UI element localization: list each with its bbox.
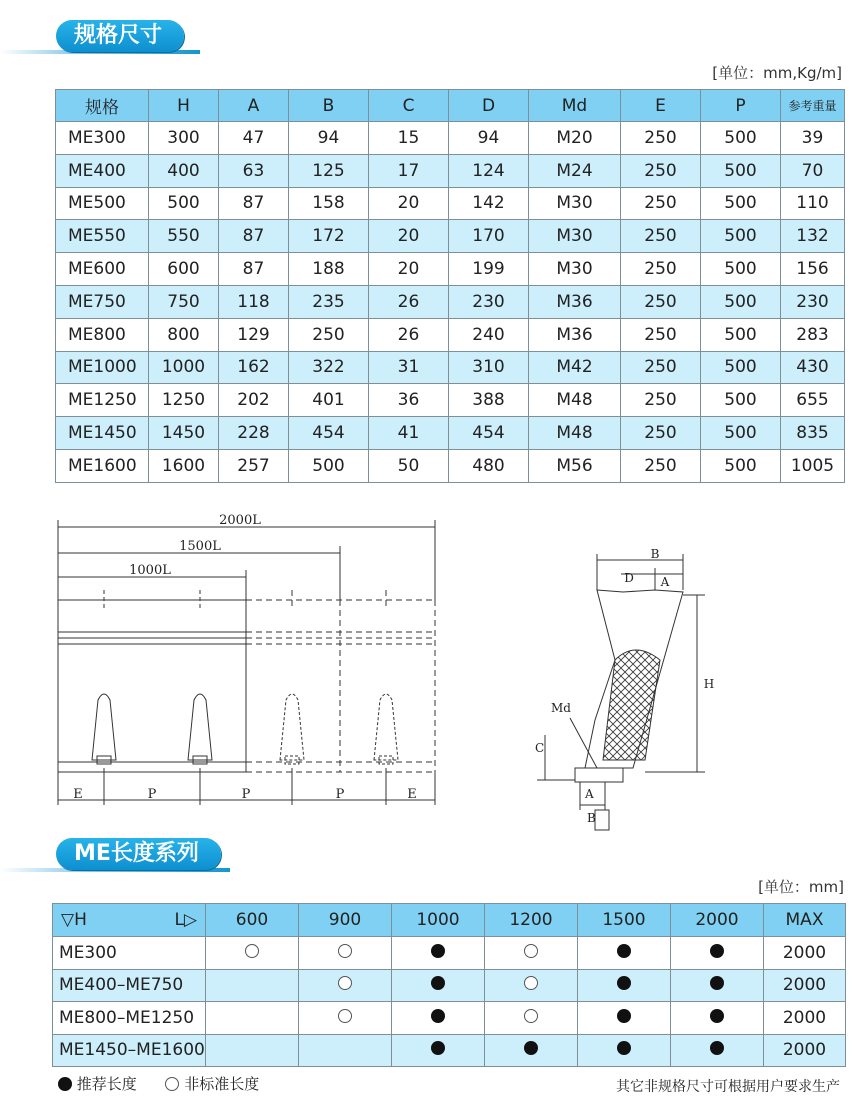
corner-left: ▽H: [61, 910, 87, 930]
table-cell: 500: [701, 253, 781, 286]
table-cell: 17: [369, 154, 449, 187]
table-row: [56, 449, 845, 482]
table-cell: M20: [529, 122, 621, 155]
table-cell: 500: [701, 285, 781, 318]
table-cell: 20: [369, 187, 449, 220]
table-cell: ME300: [56, 122, 149, 155]
table-cell: 15: [369, 122, 449, 155]
table-cell: 454: [449, 417, 529, 450]
table-row: [56, 122, 845, 155]
side-dim-md: Md: [551, 701, 571, 715]
table-cell: ME550: [56, 220, 149, 253]
table-cell: 124: [449, 154, 529, 187]
table-cell: 500: [701, 318, 781, 351]
length-row-name: ME1450–ME1600: [53, 1034, 206, 1067]
table-cell: 26: [369, 285, 449, 318]
table-cell: 36: [369, 384, 449, 417]
table-cell: ME600: [56, 253, 149, 286]
length-max: 2000: [764, 1034, 846, 1067]
table-cell: 250: [621, 318, 701, 351]
length-row-name: ME800–ME1250: [53, 1002, 206, 1035]
section-title: 规格尺寸: [56, 20, 184, 52]
table-cell: 230: [781, 285, 845, 318]
recommended-dot-icon: [710, 1009, 724, 1023]
table-cell: 388: [449, 384, 529, 417]
table-cell: 835: [781, 417, 845, 450]
recommended-dot-icon: [617, 1009, 631, 1023]
recommended-dot-icon: [710, 1041, 724, 1055]
table-row: [56, 318, 845, 351]
side-dim-d: D: [624, 571, 634, 585]
length-header-5: 2000: [671, 904, 764, 937]
corner-right: L▷: [174, 910, 197, 930]
table-cell: 500: [701, 154, 781, 187]
table-cell: ME800: [56, 318, 149, 351]
length-cell: [299, 1034, 392, 1067]
length-cell: [671, 1002, 764, 1035]
table-cell: 500: [701, 351, 781, 384]
length-cell: [392, 1034, 485, 1067]
table-cell: 39: [781, 122, 845, 155]
table-cell: 172: [289, 220, 369, 253]
recommended-dot-icon: [431, 944, 445, 958]
length-cell: [578, 1034, 671, 1067]
table-cell: 129: [219, 318, 289, 351]
length-cell: [578, 969, 671, 1002]
length-cell: [578, 937, 671, 970]
table-cell: 132: [781, 220, 845, 253]
table-cell: 31: [369, 351, 449, 384]
table-cell: 257: [219, 449, 289, 482]
table-row: [56, 187, 845, 220]
table-cell: 118: [219, 285, 289, 318]
table-cell: 250: [289, 318, 369, 351]
table-cell: M30: [529, 220, 621, 253]
table-cell: ME1600: [56, 449, 149, 482]
length-cell: [485, 1034, 578, 1067]
table-cell: 235: [289, 285, 369, 318]
table-cell: 1450: [149, 417, 219, 450]
dim-2000: 2000L: [219, 513, 261, 528]
length-header-1: 900: [299, 904, 392, 937]
table-cell: 199: [449, 253, 529, 286]
table-cell: 87: [219, 253, 289, 286]
table-cell: 230: [449, 285, 529, 318]
spec-header-0: 规格: [56, 90, 149, 122]
recommended-dot-icon: [431, 976, 445, 990]
length-cell: [299, 1002, 392, 1035]
table-cell: 1000: [149, 351, 219, 384]
section-header-length: [0, 838, 230, 872]
length-row-name: ME300: [53, 937, 206, 970]
table-cell: 110: [781, 187, 845, 220]
length-cell: [206, 1034, 299, 1067]
table-cell: 158: [289, 187, 369, 220]
length-cell: [206, 1002, 299, 1035]
length-cell: [485, 937, 578, 970]
table-cell: ME1450: [56, 417, 149, 450]
table-cell: 550: [149, 220, 219, 253]
recommended-dot-icon: [524, 1041, 538, 1055]
table-cell: 500: [701, 384, 781, 417]
table-cell: 87: [219, 187, 289, 220]
unit-label-2: [单位：mm]: [758, 878, 844, 896]
length-header-6: MAX: [764, 904, 846, 937]
recommended-dot-icon: [617, 1041, 631, 1055]
length-cell: [671, 937, 764, 970]
table-cell: 480: [449, 449, 529, 482]
recommended-dot-icon: [617, 976, 631, 990]
nonstandard-dot-icon: [524, 976, 538, 990]
legend: [58, 1073, 259, 1094]
table-row: [56, 351, 845, 384]
length-header-3: 1200: [485, 904, 578, 937]
recommended-dot-icon: [431, 1041, 445, 1055]
table-cell: 50: [369, 449, 449, 482]
table-row: [56, 253, 845, 286]
spec-header-1: H: [149, 90, 219, 122]
table-cell: 250: [621, 220, 701, 253]
length-row: [53, 1034, 846, 1067]
table-cell: ME750: [56, 285, 149, 318]
table-cell: 250: [621, 187, 701, 220]
table-cell: M36: [529, 285, 621, 318]
length-max: 2000: [764, 969, 846, 1002]
table-cell: 188: [289, 253, 369, 286]
table-cell: 41: [369, 417, 449, 450]
side-dim-b: B: [650, 547, 660, 561]
length-cell: [671, 1034, 764, 1067]
side-dim-b2: B: [587, 811, 596, 825]
table-cell: 655: [781, 384, 845, 417]
length-row: [53, 969, 846, 1002]
table-cell: M48: [529, 417, 621, 450]
table-cell: 500: [701, 187, 781, 220]
table-cell: 26: [369, 318, 449, 351]
legend-filled-label: 推荐长度: [76, 1075, 137, 1093]
table-cell: 500: [701, 417, 781, 450]
length-cell: [299, 969, 392, 1002]
length-cell: [485, 969, 578, 1002]
legend-hollow-dot: [165, 1077, 179, 1091]
table-cell: M56: [529, 449, 621, 482]
table-cell: 162: [219, 351, 289, 384]
table-cell: 1005: [781, 449, 845, 482]
length-table: [52, 903, 846, 1067]
table-cell: 170: [449, 220, 529, 253]
table-cell: 800: [149, 318, 219, 351]
table-cell: 322: [289, 351, 369, 384]
table-cell: 87: [219, 220, 289, 253]
unit-label: [单位：mm,Kg/m]: [712, 64, 842, 82]
dim-p-1: P: [147, 787, 157, 802]
spec-header-6: Md: [529, 90, 621, 122]
length-cell: [671, 969, 764, 1002]
front-view-drawing: [40, 510, 450, 815]
length-header-4: 1500: [578, 904, 671, 937]
nonstandard-dot-icon: [524, 1009, 538, 1023]
table-cell: 20: [369, 253, 449, 286]
recommended-dot-icon: [710, 976, 724, 990]
table-cell: 500: [289, 449, 369, 482]
table-cell: 142: [449, 187, 529, 220]
table-cell: 283: [781, 318, 845, 351]
dim-e-left: E: [73, 787, 83, 802]
length-cell: [578, 1002, 671, 1035]
table-cell: 500: [701, 122, 781, 155]
length-header-0: 600: [206, 904, 299, 937]
table-cell: 250: [621, 449, 701, 482]
table-cell: M42: [529, 351, 621, 384]
table-cell: 750: [149, 285, 219, 318]
table-row: [56, 417, 845, 450]
table-cell: 70: [781, 154, 845, 187]
table-cell: 47: [219, 122, 289, 155]
table-cell: 250: [621, 122, 701, 155]
table-cell: ME1000: [56, 351, 149, 384]
table-row: [56, 285, 845, 318]
table-cell: 94: [449, 122, 529, 155]
length-row: [53, 937, 846, 970]
table-cell: M30: [529, 187, 621, 220]
table-cell: M30: [529, 253, 621, 286]
table-cell: ME400: [56, 154, 149, 187]
table-cell: M36: [529, 318, 621, 351]
table-cell: 250: [621, 384, 701, 417]
table-cell: 20: [369, 220, 449, 253]
length-header-2: 1000: [392, 904, 485, 937]
nonstandard-dot-icon: [338, 976, 352, 990]
table-cell: 94: [289, 122, 369, 155]
table-cell: 1250: [149, 384, 219, 417]
table-cell: 500: [149, 187, 219, 220]
table-cell: ME1250: [56, 384, 149, 417]
table-row: [56, 154, 845, 187]
table-cell: 250: [621, 285, 701, 318]
spec-header-8: P: [701, 90, 781, 122]
section-header-spec: [0, 20, 200, 54]
recommended-dot-icon: [431, 1009, 445, 1023]
table-cell: 430: [781, 351, 845, 384]
table-cell: 156: [781, 253, 845, 286]
length-row-name: ME400–ME750: [53, 969, 206, 1002]
table-cell: 250: [621, 253, 701, 286]
recommended-dot-icon: [710, 944, 724, 958]
spec-header-3: B: [289, 90, 369, 122]
side-dim-h: H: [703, 677, 715, 691]
recommended-dot-icon: [617, 944, 631, 958]
table-cell: 300: [149, 122, 219, 155]
length-cell: [485, 1002, 578, 1035]
side-dim-c: C: [535, 741, 545, 755]
table-cell: 202: [219, 384, 289, 417]
length-cell: [206, 937, 299, 970]
nonstandard-dot-icon: [338, 1009, 352, 1023]
dim-1000: 1000L: [129, 563, 171, 578]
footnote: 其它非规格尺寸可根据用户要求生产: [616, 1079, 840, 1095]
table-row: [56, 220, 845, 253]
spec-header-5: D: [449, 90, 529, 122]
legend-filled-dot: [58, 1077, 72, 1091]
length-row: [53, 1002, 846, 1035]
length-max: 2000: [764, 937, 846, 970]
dim-1500: 1500L: [179, 539, 221, 554]
table-cell: 401: [289, 384, 369, 417]
section-title-2: ME长度系列: [56, 838, 221, 870]
legend-hollow-label: 非标准长度: [184, 1075, 260, 1093]
table-cell: 240: [449, 318, 529, 351]
length-cell: [392, 969, 485, 1002]
table-cell: 250: [621, 351, 701, 384]
spec-header-7: E: [621, 90, 701, 122]
table-cell: 63: [219, 154, 289, 187]
side-view-drawing: [525, 540, 725, 860]
table-cell: 400: [149, 154, 219, 187]
table-cell: 125: [289, 154, 369, 187]
nonstandard-dot-icon: [338, 944, 352, 958]
table-cell: M48: [529, 384, 621, 417]
table-cell: ME500: [56, 187, 149, 220]
corner-header: [53, 904, 206, 937]
table-cell: 310: [449, 351, 529, 384]
dim-p-3: P: [335, 787, 345, 802]
table-cell: 1600: [149, 449, 219, 482]
spec-header-4: C: [369, 90, 449, 122]
table-cell: 600: [149, 253, 219, 286]
length-max: 2000: [764, 1002, 846, 1035]
table-row: [56, 384, 845, 417]
table-cell: 454: [289, 417, 369, 450]
table-cell: 228: [219, 417, 289, 450]
nonstandard-dot-icon: [245, 944, 259, 958]
table-cell: 250: [621, 417, 701, 450]
spec-header-9: 参考重量: [781, 90, 845, 122]
nonstandard-dot-icon: [524, 944, 538, 958]
side-dim-a: A: [660, 575, 670, 589]
length-cell: [206, 969, 299, 1002]
table-cell: M24: [529, 154, 621, 187]
length-cell: [392, 937, 485, 970]
spec-table: [55, 89, 845, 483]
length-cell: [299, 937, 392, 970]
table-cell: 500: [701, 220, 781, 253]
dim-e-right: E: [407, 787, 417, 802]
length-cell: [392, 1002, 485, 1035]
dim-p-2: P: [241, 787, 251, 802]
table-cell: 250: [621, 154, 701, 187]
spec-header-2: A: [219, 90, 289, 122]
table-cell: 500: [701, 449, 781, 482]
side-dim-a2: A: [585, 787, 594, 801]
